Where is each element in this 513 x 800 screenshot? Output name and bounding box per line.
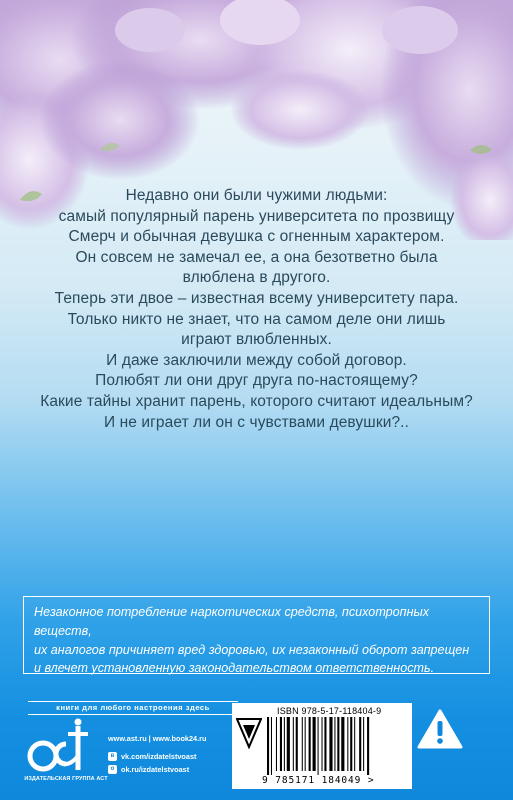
publisher-sites[interactable]: www.ast.ru | www.book24.ru bbox=[108, 734, 207, 743]
legal-warning-box bbox=[23, 596, 490, 674]
social-ok[interactable] bbox=[108, 765, 206, 774]
ok-icon: о bbox=[108, 765, 117, 774]
ast-logo-icon bbox=[26, 718, 102, 774]
blurb-line: влюблена в другого. bbox=[182, 269, 331, 287]
blurb-line: самый популярный парень университета по прозвищу bbox=[58, 207, 455, 225]
isbn-label: ISBN 978-5-17-118404-9 bbox=[277, 706, 382, 716]
isbn-digits: 9 785171 184049 > bbox=[262, 775, 375, 786]
warning-line: и влечет установленную законодательством ответственность. bbox=[34, 661, 435, 676]
warning-line: Незаконное потребление наркотических средств, психотропных веществ, bbox=[34, 605, 430, 638]
warning-line: их аналогов причиняет вред здоровью, их незаконный оборот запрещен bbox=[34, 642, 470, 657]
blurb-line: Только никто не знает, что на самом деле они лишь bbox=[67, 310, 446, 328]
vk-link[interactable]: vk.com/izdatelstvoast bbox=[121, 752, 197, 761]
vk-icon: в bbox=[108, 752, 117, 761]
blurb-line: И не играет ли он с чувствами девушки?.. bbox=[103, 413, 409, 431]
warning-triangle-icon bbox=[417, 708, 463, 750]
isbn-barcode-panel bbox=[232, 703, 412, 789]
blurb-line: Смерч и обычная девушка с огненным характером. bbox=[68, 228, 445, 246]
social-vk[interactable] bbox=[108, 752, 206, 761]
blurb-line: Теперь эти двое – известная всему университету пара. bbox=[54, 289, 459, 307]
blurb-line: И даже заключили между собой договор. bbox=[106, 351, 407, 369]
blurb-line: Полюбят ли они друг друга по-настоящему? bbox=[95, 372, 418, 390]
book-blurb bbox=[40, 186, 473, 433]
publisher-tagline: книги для любого настроения здесь bbox=[28, 701, 238, 715]
publisher-links bbox=[108, 734, 206, 778]
barcode-icon bbox=[266, 717, 408, 775]
blurb-line: играют влюбленных. bbox=[181, 331, 332, 349]
blurb-line: Он совсем не замечал ее, а она безответно была bbox=[75, 248, 438, 266]
blurb-line: Какие тайны хранит парень, которого считают идеальным? bbox=[40, 392, 473, 410]
v-logo-icon bbox=[236, 717, 262, 749]
publisher-subtitle: ИЗДАТЕЛЬСКАЯ ГРУППА АСТ bbox=[24, 776, 108, 782]
blurb-line: Недавно они были чужими людьми: bbox=[125, 187, 388, 204]
ok-link[interactable]: ok.ru/izdatelstvoast bbox=[121, 765, 190, 774]
